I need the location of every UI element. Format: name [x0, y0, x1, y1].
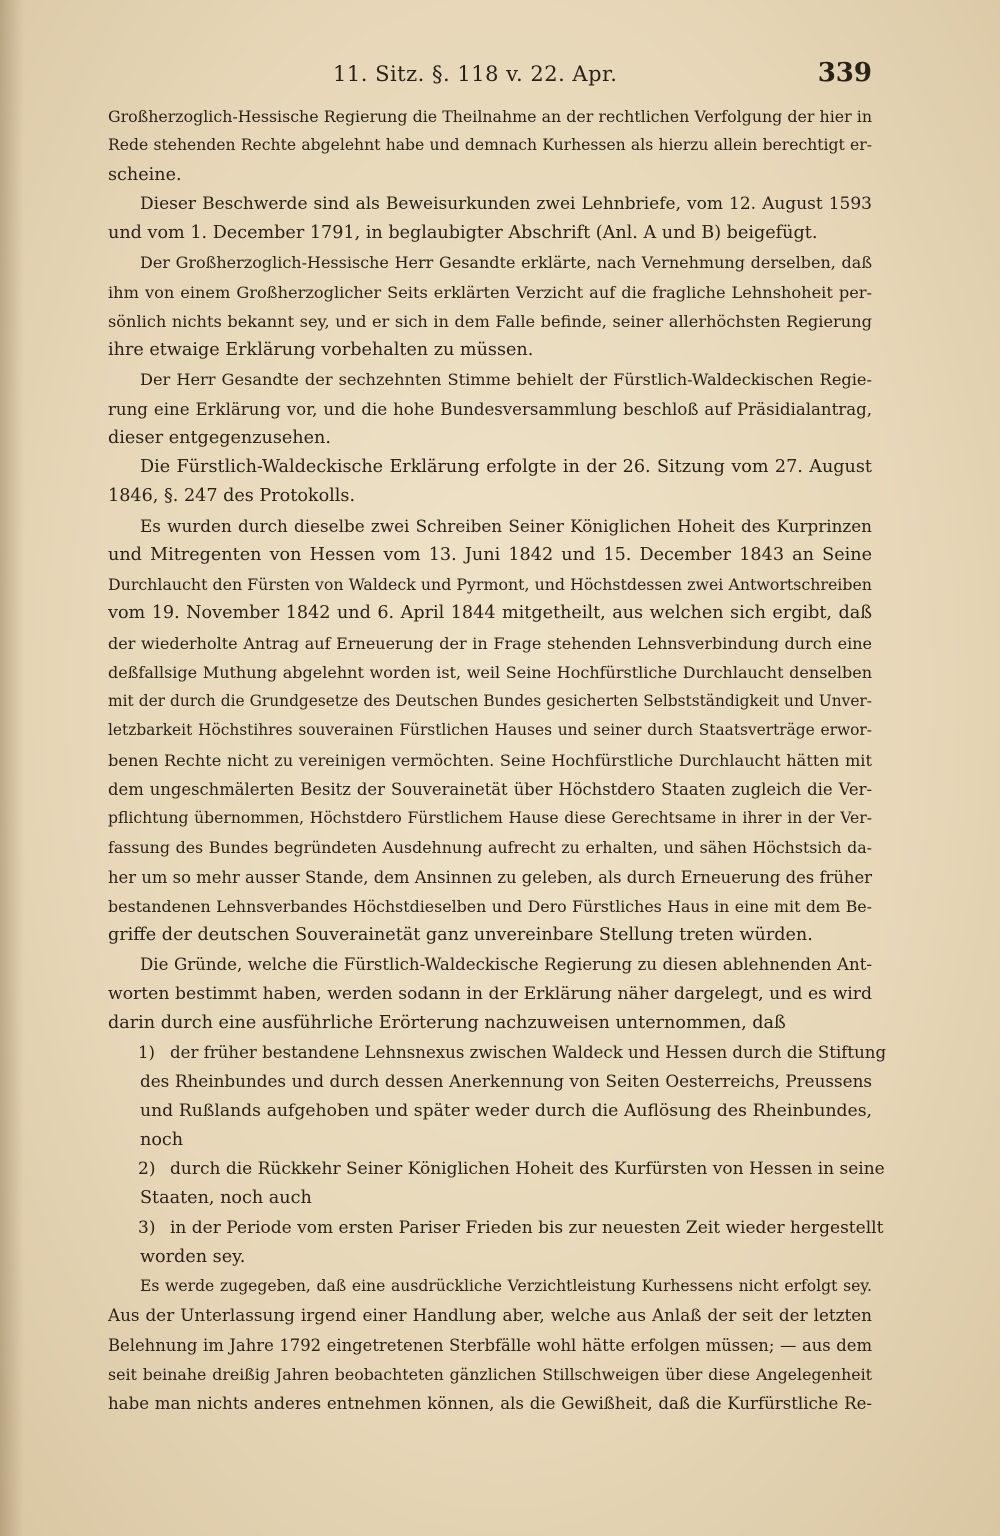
text-line: habe man nichts anderes entnehmen können, als die Gewißheit, daß die Kurfürstliche Re-	[108, 1394, 872, 1413]
text-line: ihm von einem Großherzoglicher Seits erklärten Verzicht auf die fragliche Lehnshoheit per-	[108, 282, 872, 302]
text-line: Großherzoglich-Hessische Regierung die Theilnahme an der rechtlichen Verfolgung der hier in	[108, 107, 872, 126]
list-item-3	[108, 1214, 884, 1243]
list-item-text: in der Periode vom ersten Pariser Frieden bis zur neuesten Zeit wieder hergestellt	[170, 1217, 884, 1238]
page-gutter-shadow	[0, 0, 24, 1536]
text-line: rung eine Erklärung vor, und die hohe Bundesversammlung beschloß auf Präsidialantrag,	[108, 399, 872, 419]
paragraph-start-line: Es wurden durch dieselbe zwei Schreiben Seiner Königlichen Hoheit des Kurprinzen	[140, 515, 872, 536]
text-line: mit der durch die Grundgesetze des Deutschen Bundes gesicherten Selbstständigkeit und Unver-	[108, 692, 872, 710]
text-line: scheine.	[108, 164, 182, 185]
text-line: und Rußlands aufgehoben und später weder durch die Auflösung des Rheinbundes,	[140, 1100, 872, 1121]
text-line: Durchlaucht den Fürsten von Waldeck und Pyrmont, und Höchstdessen zwei Antwortschreiben	[108, 575, 872, 594]
list-item-1	[108, 1038, 887, 1067]
text-line: 1846, §. 247 des Protokolls.	[108, 486, 356, 507]
text-line: seit beinahe dreißig Jahren beobachteten gänzlichen Stillschweigen über diese Angelegenheit	[108, 1364, 872, 1384]
text-line: benen Rechte nicht zu vereinigen vermöchten. Seine Hochfürstliche Durchlaucht hätten mit	[108, 750, 872, 770]
paragraph-start-line: Es werde zugegeben, daß eine ausdrückliche Verzichtleistung Kurhessens nicht erfolgt sey.	[140, 1277, 872, 1295]
text-line: vom 19. November 1842 und 6. April 1844 mitgetheilt, aus welchen sich ergibt, daß	[108, 603, 872, 624]
text-line: dieser entgegenzusehen.	[108, 427, 331, 448]
paragraph-start-line: Die Gründe, welche die Fürstlich-Waldeckische Regierung zu diesen ablehnenden Ant-	[140, 955, 872, 975]
list-item-text: der früher bestandene Lehnsnexus zwischen Waldeck und Hessen durch die Stiftung	[170, 1043, 887, 1062]
text-line: worden sey.	[140, 1246, 246, 1267]
text-line: und vom 1. December 1791, in beglaubigter Abschrift (Anl. A und B) beigefügt.	[108, 223, 818, 243]
running-head: 11. Sitz. §. 118 v. 22. Apr.	[333, 62, 618, 86]
text-line: des Rheinbundes und durch dessen Anerkennung von Seiten Oesterreichs, Preussens	[140, 1071, 872, 1092]
list-item-text: durch die Rückkehr Seiner Königlichen Hoheit des Kurfürsten von Hessen in seine	[170, 1159, 885, 1179]
text-line: Staaten, noch auch	[140, 1188, 312, 1209]
text-line: Belehnung im Jahre 1792 eingetretenen Sterbfälle wohl hätte erfolgen müssen; — aus dem	[108, 1335, 872, 1355]
list-item-2	[108, 1155, 885, 1184]
text-line: der wiederholte Antrag auf Erneuerung der in Frage stehenden Lehnsverbindung durch eine	[108, 633, 872, 653]
text-line: dem ungeschmälerten Besitz der Souverainetät über Höchstdero Staaten zugleich die Ver-	[108, 779, 872, 799]
list-number: 3)	[138, 1217, 156, 1238]
body-text	[108, 102, 887, 1418]
text-line: bestandenen Lehnsverbandes Höchstdieselben und Dero Fürstliches Haus in eine mit dem Be-	[108, 896, 872, 916]
text-line: pflichtung übernommen, Höchstdero Fürstlichem Hause diese Gerechtsame in ihrer in der Ver-	[108, 809, 872, 827]
page-header	[108, 58, 872, 94]
text-line: noch	[140, 1129, 184, 1150]
paragraph-start-line: Der Herr Gesandte der sechzehnten Stimme behielt der Fürstlich-Waldeckischen Regie-	[140, 370, 872, 390]
text-line: Rede stehenden Rechte abgelehnt habe und demnach Kurhessen als hierzu allein berechtigt er-	[108, 136, 872, 155]
text-line: fassung des Bundes begründeten Ausdehnung aufrecht zu erhalten, und sähen Höchstsich da-	[108, 838, 872, 858]
text-line: Aus der Unterlassung irgend einer Handlung aber, welche aus Anlaß der seit der letzten	[108, 1305, 872, 1326]
text-line: worten bestimmt haben, werden sodann in der Erklärung näher dargelegt, und es wird	[108, 983, 872, 1004]
text-line: deßfallsige Muthung abgelehnt worden ist, weil Seine Hochfürstliche Durchlaucht denselben	[108, 662, 872, 682]
page-number: 339	[817, 58, 872, 88]
list-number: 1)	[138, 1043, 156, 1062]
paragraph-start-line: Der Großherzoglich-Hessische Herr Gesandte erklärte, nach Vernehmung derselben, daß	[140, 253, 872, 273]
text-line: sönlich nichts bekannt sey, und er sich in dem Falle befinde, seiner allerhöchsten Regierung	[108, 311, 872, 331]
text-line: griffe der deutschen Souverainetät ganz unvereinbare Stellung treten würden.	[108, 925, 813, 945]
list-number: 2)	[138, 1159, 156, 1179]
text-line: ihre etwaige Erklärung vorbehalten zu müssen.	[108, 340, 534, 360]
text-line: her um so mehr ausser Stande, dem Ansinnen zu geleben, als durch Erneuerung des früher	[108, 867, 872, 887]
paragraph-start-line: Dieser Beschwerde sind als Beweisurkunden zwei Lehnbriefe, vom 12. August 1593	[140, 193, 872, 214]
text-line: letzbarkeit Höchstihres souverainen Fürstlichen Hauses und seiner durch Staatsverträge erwor-	[108, 721, 872, 740]
text-line: und Mitregenten von Hessen vom 13. Juni 1842 und 15. December 1843 an Seine	[108, 544, 872, 565]
text-line: darin durch eine ausführliche Erörterung nachzuweisen unternommen, daß	[108, 1012, 786, 1033]
paragraph-start-line: Die Fürstlich-Waldeckische Erklärung erfolgte in der 26. Sitzung vom 27. August	[140, 457, 872, 477]
